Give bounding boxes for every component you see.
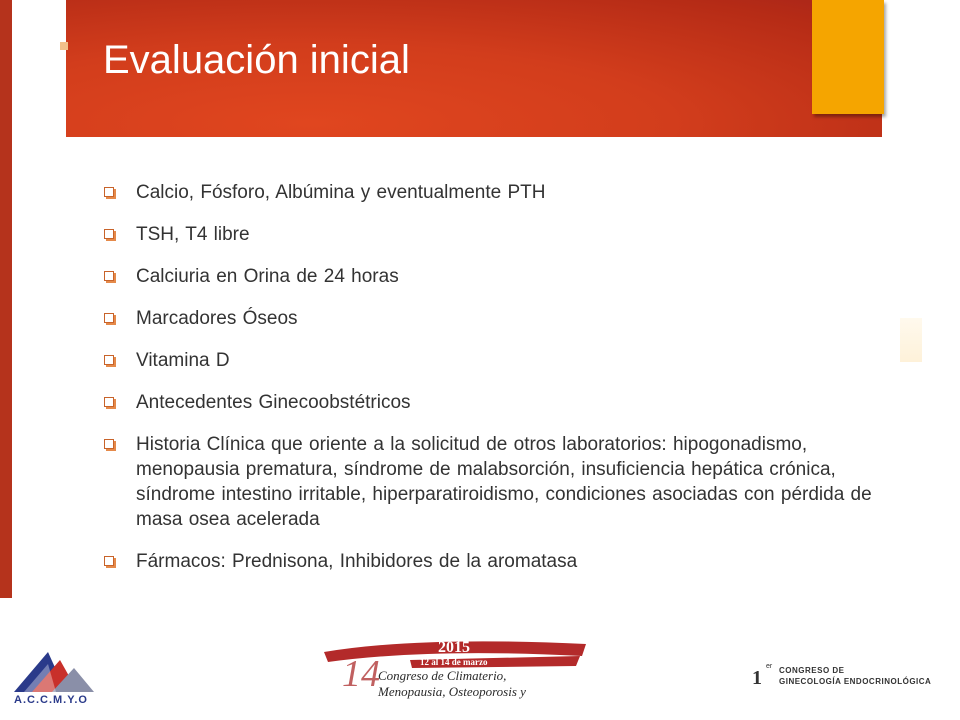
- bullet-list: [104, 180, 894, 591]
- congress-number: 14: [342, 653, 380, 695]
- accmyo-logo: [8, 642, 118, 712]
- accent-fade: [900, 318, 922, 362]
- bullet-item: [104, 549, 894, 574]
- square-bullet-icon: [104, 187, 114, 197]
- left-accent-rule: [0, 0, 12, 598]
- bullet-text: Antecedentes Ginecoobstétricos: [136, 392, 411, 413]
- bullet-text: Fármacos: Prednisona, Inhibidores de la aromatasa: [136, 551, 578, 572]
- square-bullet-icon: [104, 439, 114, 449]
- congress-line1: Congreso de Climaterio,: [378, 668, 507, 683]
- square-bullet-icon: [104, 313, 114, 323]
- bullet-item: [104, 180, 894, 205]
- accent-tab: [812, 0, 884, 114]
- bullet-text: Marcadores Óseos: [136, 308, 298, 329]
- square-bullet-icon: [104, 271, 114, 281]
- accmyo-text: A.C.C.M.Y.O: [14, 694, 88, 706]
- gyn-number: 1: [752, 667, 762, 689]
- square-bullet-icon: [104, 355, 114, 365]
- bullet-item: [104, 390, 894, 415]
- congress-dates: 12 al 14 de marzo: [420, 657, 488, 667]
- congress-year: 2015: [438, 639, 470, 656]
- square-bullet-icon: [104, 397, 114, 407]
- bullet-text: Historia Clínica que oriente a la solicitud de otros laboratorios: hipogonadismo, menopausia prematura, síndrome de malabsorción, insuficiencia hepática crónica, síndrome intestino irritable, hiperparatiroidismo, condiciones asociadas con pérdida de masa osea acelerada: [136, 434, 872, 530]
- slide-title: Evaluación inicial: [103, 38, 410, 82]
- bullet-item: [104, 264, 894, 289]
- square-bullet-icon: [104, 556, 114, 566]
- accmyo-mark-icon: [8, 642, 118, 698]
- title-bullet-dot: [60, 42, 68, 50]
- gyn-number-suffix: er: [766, 663, 773, 670]
- gyn-line2: GINECOLOGÍA ENDOCRINOLÓGICA: [779, 677, 932, 686]
- bullet-text: TSH, T4 libre: [136, 224, 250, 245]
- congress-line2: Menopausia, Osteoporosis y: [378, 684, 526, 699]
- bullet-text: Vitamina D: [136, 350, 230, 371]
- square-bullet-icon: [104, 229, 114, 239]
- bullet-text: Calciuria en Orina de 24 horas: [136, 266, 399, 287]
- bullet-item: [104, 432, 894, 532]
- bullet-text: Calcio, Fósforo, Albúmina y eventualmente PTH: [136, 182, 546, 203]
- gyn-line1: CONGRESO DE: [779, 666, 845, 675]
- footer-logos: [0, 628, 960, 720]
- bullet-item: [104, 222, 894, 247]
- bullet-item: [104, 306, 894, 331]
- congress-logo: [320, 634, 590, 714]
- bullet-item: [104, 348, 894, 373]
- gyn-congress-logo: [752, 663, 952, 693]
